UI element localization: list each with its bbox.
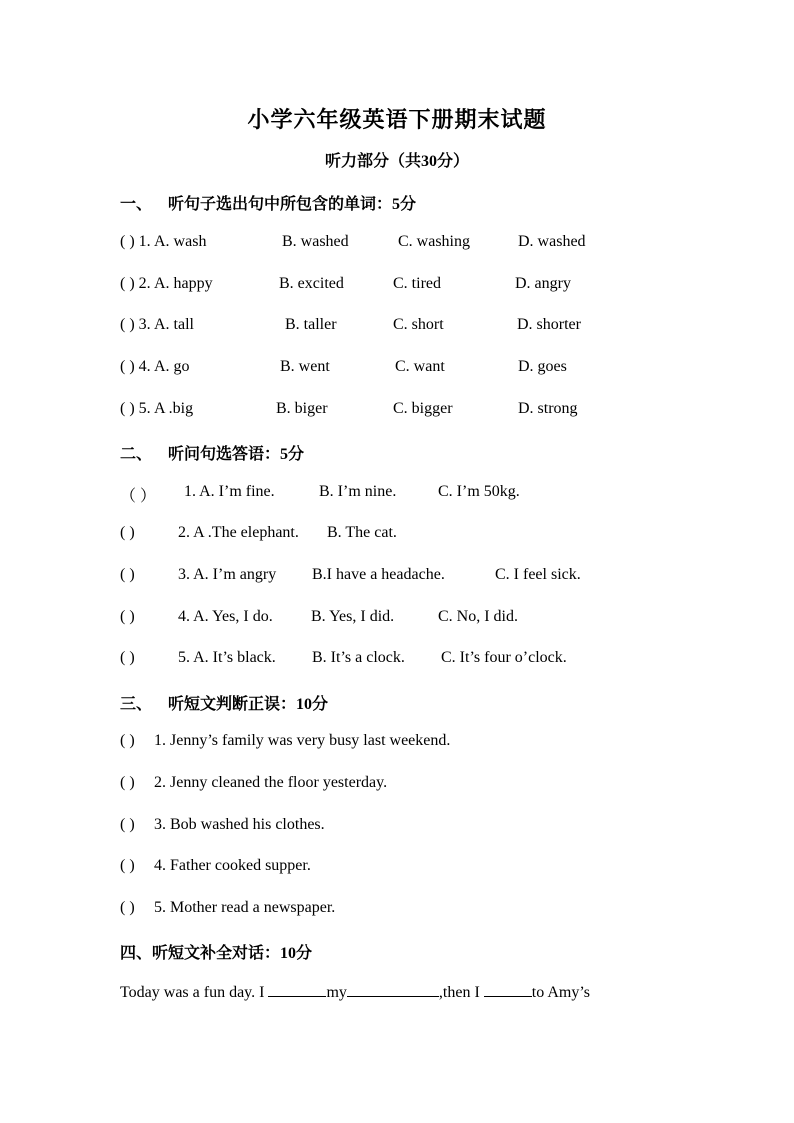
question-option-d: D. strong <box>518 400 578 417</box>
question-option-a: A. happy <box>154 275 213 292</box>
answer-paren[interactable]: ( ) <box>120 524 135 541</box>
answer-paren[interactable]: ( ) 1. <box>120 233 151 250</box>
answer-paren[interactable]: ( ) <box>120 816 135 833</box>
question-option-a: 4. A. Yes, I do. <box>178 608 273 625</box>
answer-paren[interactable]: ( ) <box>120 649 135 666</box>
answer-paren[interactable]: ( ) <box>120 732 135 749</box>
question-option-c: C. tired <box>393 275 441 292</box>
answer-paren[interactable]: （ ） <box>120 488 157 505</box>
section-1-heading <box>120 191 416 214</box>
question-option-a: A. wash <box>154 233 207 250</box>
page-subtitle: 听力部分（共30分） <box>324 153 469 170</box>
passage-text: to Amy’s <box>531 984 591 1001</box>
page-title: 小学六年级英语下册期末试题 <box>247 107 547 132</box>
question-option-d: D. washed <box>518 233 586 250</box>
question-option-c: C. bigger <box>393 400 453 417</box>
question-option-a: A. tall <box>154 316 194 333</box>
answer-paren[interactable]: ( ) <box>120 566 135 583</box>
question-option-c: C. washing <box>398 233 470 250</box>
answer-paren[interactable]: ( ) 5. <box>120 400 151 417</box>
question-option-a: 5. A. It’s black. <box>178 649 276 666</box>
answer-paren[interactable]: ( ) <box>120 899 135 916</box>
section-number: 一、 <box>120 196 153 213</box>
statement-text: 3. Bob washed his clothes. <box>154 816 325 833</box>
question-option-b: B. went <box>280 358 330 375</box>
passage-text: ,then I <box>438 984 480 1001</box>
passage-text: my <box>326 984 347 1001</box>
section-number: 二、 <box>120 446 153 463</box>
question-option-c: C. It’s four o’clock. <box>441 649 567 666</box>
question-option-b: B. taller <box>285 316 337 333</box>
answer-paren[interactable]: ( ) <box>120 774 135 791</box>
question-option-a: 1. A. I’m fine. <box>184 483 275 500</box>
question-option-c: C. I’m 50kg. <box>438 483 520 500</box>
blank-input[interactable] <box>268 982 326 997</box>
question-option-b: B. excited <box>279 275 344 292</box>
question-option-b: B. The cat. <box>327 524 397 541</box>
section-heading-text: 听句子选出句中所包含的单词：5分 <box>168 196 417 213</box>
question-option-c: C. want <box>395 358 445 375</box>
question-option-b: B. washed <box>282 233 349 250</box>
answer-paren[interactable]: ( ) 4. <box>120 358 151 375</box>
passage-text: Today was a fun day. I <box>120 984 265 1001</box>
answer-paren[interactable]: ( ) <box>120 857 135 874</box>
question-option-c: C. I feel sick. <box>495 566 581 583</box>
answer-paren[interactable]: ( ) 2. <box>120 275 151 292</box>
section-heading-text: 听短文判断正误：10分 <box>168 696 329 713</box>
section-3-heading <box>120 691 328 714</box>
question-option-b: B. biger <box>276 400 328 417</box>
question-option-c: C. No, I did. <box>438 608 518 625</box>
section-2-heading <box>120 441 304 464</box>
statement-text: 5. Mother read a newspaper. <box>154 899 336 916</box>
section-number: 三、 <box>120 696 153 713</box>
question-option-b: B.I have a headache. <box>312 566 445 583</box>
section-number: 四、 <box>120 945 153 962</box>
question-option-b: B. It’s a clock. <box>312 649 405 666</box>
question-option-d: D. goes <box>518 358 567 375</box>
question-option-c: C. short <box>393 316 444 333</box>
question-option-a: 3. A. I’m angry <box>178 566 277 583</box>
question-option-b: B. I’m nine. <box>319 483 397 500</box>
section-heading-text: 听短文补全对话：10分 <box>152 945 313 962</box>
question-option-b: B. Yes, I did. <box>311 608 395 625</box>
statement-text: 2. Jenny cleaned the floor yesterday. <box>154 774 388 791</box>
question-option-a: A. go <box>154 358 190 375</box>
answer-paren[interactable]: ( ) 3. <box>120 316 151 333</box>
fill-in-passage <box>120 982 590 1002</box>
question-option-a: A .big <box>154 400 194 417</box>
question-option-a: 2. A .The elephant. <box>178 524 299 541</box>
blank-input[interactable] <box>347 982 439 997</box>
blank-input[interactable] <box>484 982 532 997</box>
answer-paren[interactable]: ( ) <box>120 608 135 625</box>
question-option-d: D. angry <box>515 275 571 292</box>
statement-text: 4. Father cooked supper. <box>154 857 311 874</box>
section-4-heading <box>120 940 312 963</box>
statement-text: 1. Jenny’s family was very busy last weekend. <box>154 732 451 749</box>
section-heading-text: 听问句选答语：5分 <box>168 446 305 463</box>
question-option-d: D. shorter <box>517 316 581 333</box>
